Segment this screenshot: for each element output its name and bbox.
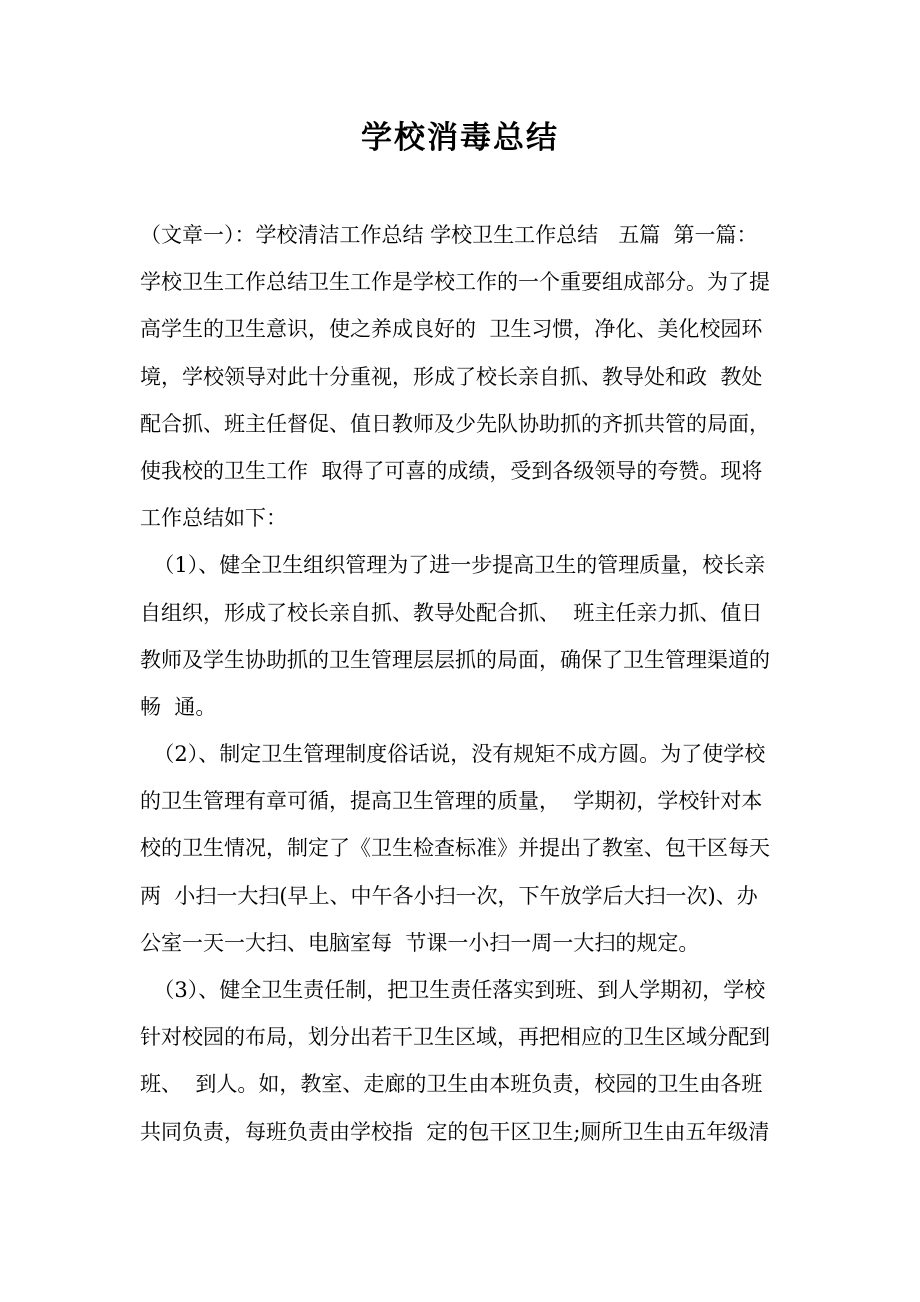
body-line: 学校卫生工作总结卫生工作是学校工作的一个重要组成部分。为了提 [140, 270, 770, 295]
body-line: 配合抓、班主任督促、值日教师及少先队协助抓的齐抓共管的局面， [140, 411, 770, 436]
body-line: 共同负责，每班负责由学校指 定的包干区卫生;厕所卫生由五年级清 [140, 1119, 770, 1144]
body-line: 畅 通。 [140, 694, 217, 719]
body-line: （文章一）：学校清洁工作总结 学校卫生工作总结 五篇 第一篇： [140, 223, 758, 247]
body-line: 教师及学生协助抓的卫生管理层层抓的局面，确保了卫生管理渠道的 [140, 647, 770, 672]
body-line: 公室一天一大扫、电脑室每 节课一小扫一周一大扫的规定。 [140, 930, 700, 955]
body-line: 的卫生管理有章可循，提高卫生管理的质量， 学期初，学校针对本 [140, 789, 763, 814]
body-line: （3）、健全卫生责任制，把卫生责任落实到班、到人学期初，学校 [140, 978, 766, 1002]
body-line: 使我校的卫生工作 取得了可喜的成绩，受到各级领导的夸赞。现将 [140, 458, 763, 483]
body-line: 自组织，形成了校长亲自抓、教导处配合抓、 班主任亲力抓、值日 [140, 600, 763, 625]
document-title: 学校消毒总结 [361, 120, 559, 156]
body-line: （2）、制定卫生管理制度俗话说，没有规矩不成方圆。为了使学校 [140, 742, 766, 767]
body-line: 境，学校领导对此十分重视，形成了校长亲自抓、教导处和政 教处 [140, 364, 763, 389]
body-line: 工作总结如下： [140, 506, 287, 531]
body-line: （1）、健全卫生组织管理为了进一步提高卫生的管理质量，校长亲 [140, 553, 766, 578]
body-line: 针对校园的布局，划分出若干卫生区域，再把相应的卫生区域分配到 [140, 1025, 770, 1050]
body-line: 校的卫生情况，制定了《卫生检查标准》并提出了教室、包干区每天 [140, 836, 770, 861]
document-body [140, 212, 785, 1156]
body-line: 两 小扫一大扫(早上、中午各小扫一次，下午放学后大扫一次)、办 [140, 883, 758, 908]
body-line: 班、 到人。如，教室、走廊的卫生由本班负责，校园的卫生由各班 [140, 1072, 763, 1097]
body-line: 高学生的卫生意识，使之养成良好的 卫生习惯，净化、美化校园环 [140, 317, 763, 342]
